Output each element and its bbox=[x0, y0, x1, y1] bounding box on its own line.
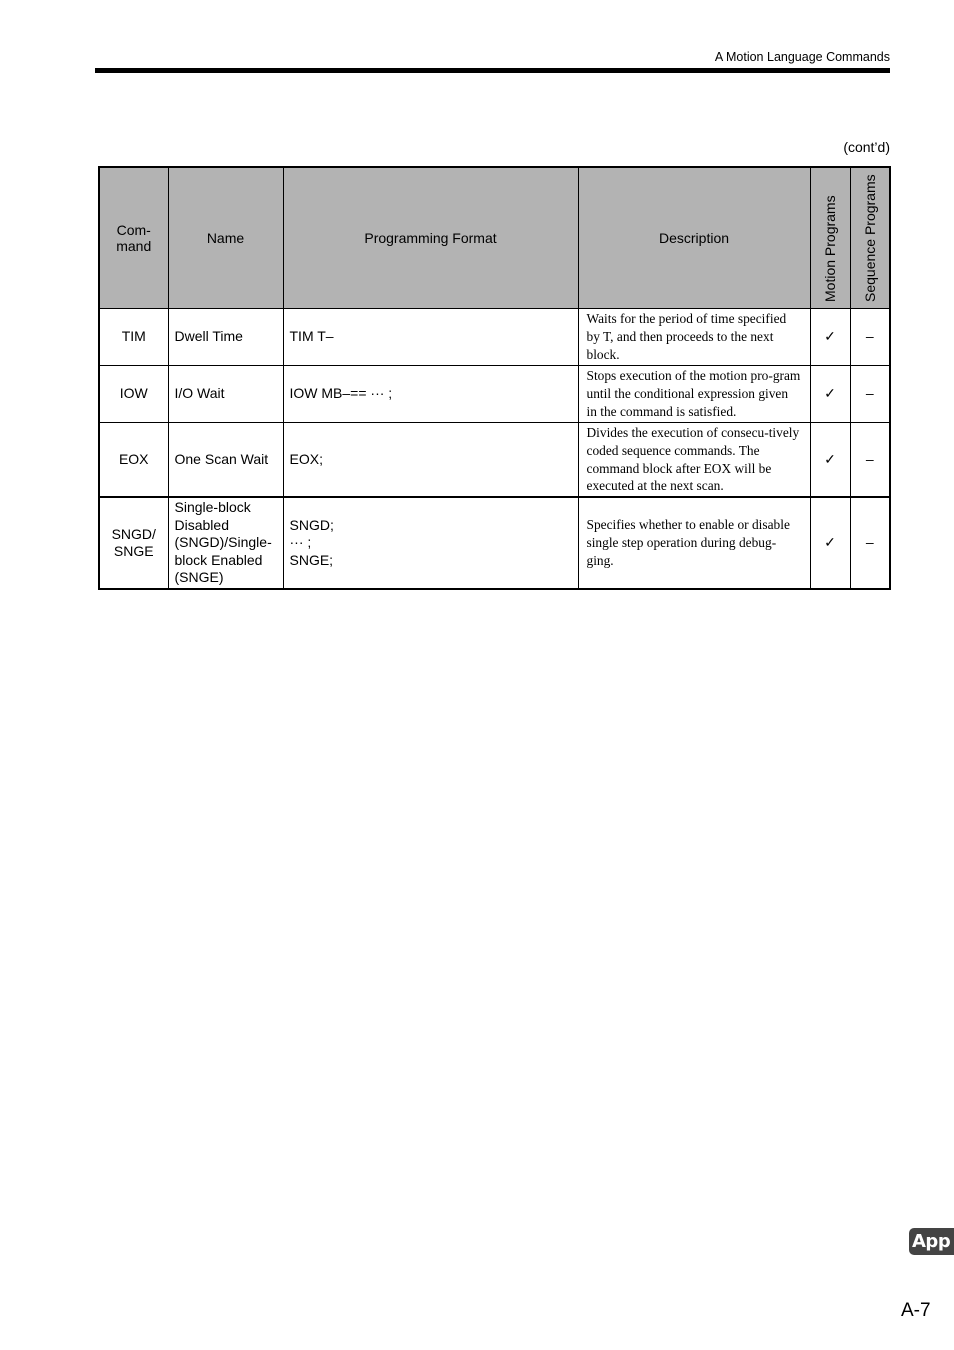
command-cell: EOX bbox=[99, 423, 168, 498]
command-cell: SNGD/ SNGE bbox=[99, 497, 168, 589]
table-row bbox=[99, 497, 890, 589]
col-header-motion-label: Motion Programs bbox=[822, 195, 838, 302]
motion-check: ✓ bbox=[810, 309, 850, 366]
continued-label: (cont’d) bbox=[843, 139, 890, 155]
description-cell: Stops execution of the motion pro-gram until the conditional expression given in the command is satisfied. bbox=[578, 366, 810, 423]
format-cell: TIM T– bbox=[283, 309, 578, 366]
sequence-dash: – bbox=[850, 497, 890, 589]
format-cell: SNGD; ··· ; SNGE; bbox=[283, 497, 578, 589]
motion-check: ✓ bbox=[810, 497, 850, 589]
appendix-tab: App bbox=[909, 1228, 954, 1255]
commands-table bbox=[98, 166, 891, 590]
table-row bbox=[99, 366, 890, 423]
table-header-row bbox=[99, 167, 890, 309]
col-header-name: Name bbox=[168, 167, 283, 309]
col-header-sequence bbox=[850, 167, 890, 309]
sequence-dash: – bbox=[850, 309, 890, 366]
description-cell: Waits for the period of time specified by T, and then proceeds to the next block. bbox=[578, 309, 810, 366]
table-row bbox=[99, 309, 890, 366]
format-cell: IOW MB–== ··· ; bbox=[283, 366, 578, 423]
motion-check: ✓ bbox=[810, 366, 850, 423]
col-header-motion bbox=[810, 167, 850, 309]
table-row bbox=[99, 423, 890, 498]
format-cell: EOX; bbox=[283, 423, 578, 498]
description-cell: Divides the execution of consecu-tively coded sequence commands. The command block after EOX will be executed at the next scan. bbox=[578, 423, 810, 498]
section-title: A Motion Language Commands bbox=[714, 50, 890, 64]
command-cell: IOW bbox=[99, 366, 168, 423]
name-cell: One Scan Wait bbox=[168, 423, 283, 498]
sequence-dash: – bbox=[850, 366, 890, 423]
description-cell: Specifies whether to enable or disable single step operation during debug-ging. bbox=[578, 497, 810, 589]
motion-check: ✓ bbox=[810, 423, 850, 498]
sequence-dash: – bbox=[850, 423, 890, 498]
name-cell: Dwell Time bbox=[168, 309, 283, 366]
header-rule bbox=[95, 68, 890, 73]
command-cell: TIM bbox=[99, 309, 168, 366]
page-number: A-7 bbox=[901, 1300, 931, 1321]
name-cell: Single-block Disabled (SNGD)/Single-block Enabled (SNGE) bbox=[168, 497, 283, 589]
col-header-sequence-label: Sequence Programs bbox=[861, 174, 878, 302]
col-header-format: Programming Format bbox=[283, 167, 578, 309]
name-cell: I/O Wait bbox=[168, 366, 283, 423]
col-header-command: Com- mand bbox=[99, 167, 168, 309]
col-header-description: Description bbox=[578, 167, 810, 309]
